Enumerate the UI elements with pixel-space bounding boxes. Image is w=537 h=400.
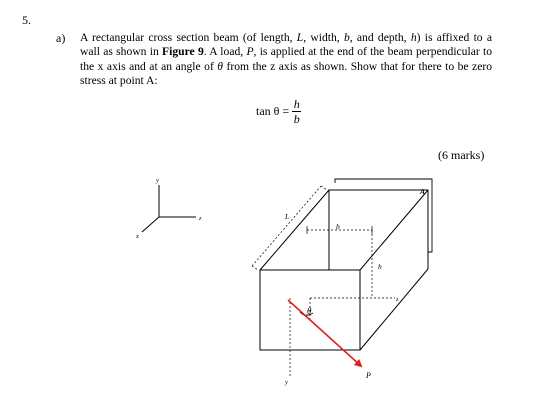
figure-reference: Figure 9 [162,45,204,59]
text-segment: , and depth, [349,31,411,44]
text-segment: A rectangular cross section beam (of length, [80,31,297,44]
label-L: L [285,212,290,221]
dim-L-tick-front [252,266,258,270]
label-b: b [336,222,340,231]
text-segment: . A load, [203,45,247,59]
beam-edge-bottom-right [360,269,428,350]
label-theta: θ [307,306,312,316]
question-part: a) [56,31,66,45]
marks-label: (6 marks) [438,148,485,162]
axis-z-label: z [199,215,202,222]
beam-edge-top-left [260,190,329,270]
label-A: A [420,187,426,196]
load-arrow [288,300,361,366]
equation-denominator: b [293,112,300,126]
var-h: h [410,31,417,44]
var-theta: θ [217,59,223,73]
label-local-z: z [396,296,399,303]
equation-lhs: tan θ = [256,104,290,118]
label-P: P [366,371,371,380]
text-segment: from the z axis as shown. Show that for there to be zero stress at point A: [80,59,492,88]
var-P: P [246,45,254,59]
beam-edge-top-right [360,190,428,270]
equation-numerator: h [293,97,300,111]
text-segment: , width, [303,31,344,44]
question-number: 5. [22,13,31,27]
axis-y-label: y [156,177,159,184]
label-local-y: y [285,379,288,386]
dimension-lines [252,186,395,376]
text-segment: , is applied at the end of the beam perpendicular to the x axis and at an angle of [80,45,493,73]
text-segment: ) is affixed to a wall as shown in [80,31,492,59]
axis-x-line [142,217,159,232]
axis-x-label: x [136,233,139,240]
label-h: h [378,262,382,271]
dim-L-tick-back [321,186,327,190]
var-L: L [296,31,304,44]
axes-triad [142,185,196,232]
var-b: b [343,31,350,44]
dim-L-line [252,186,321,266]
